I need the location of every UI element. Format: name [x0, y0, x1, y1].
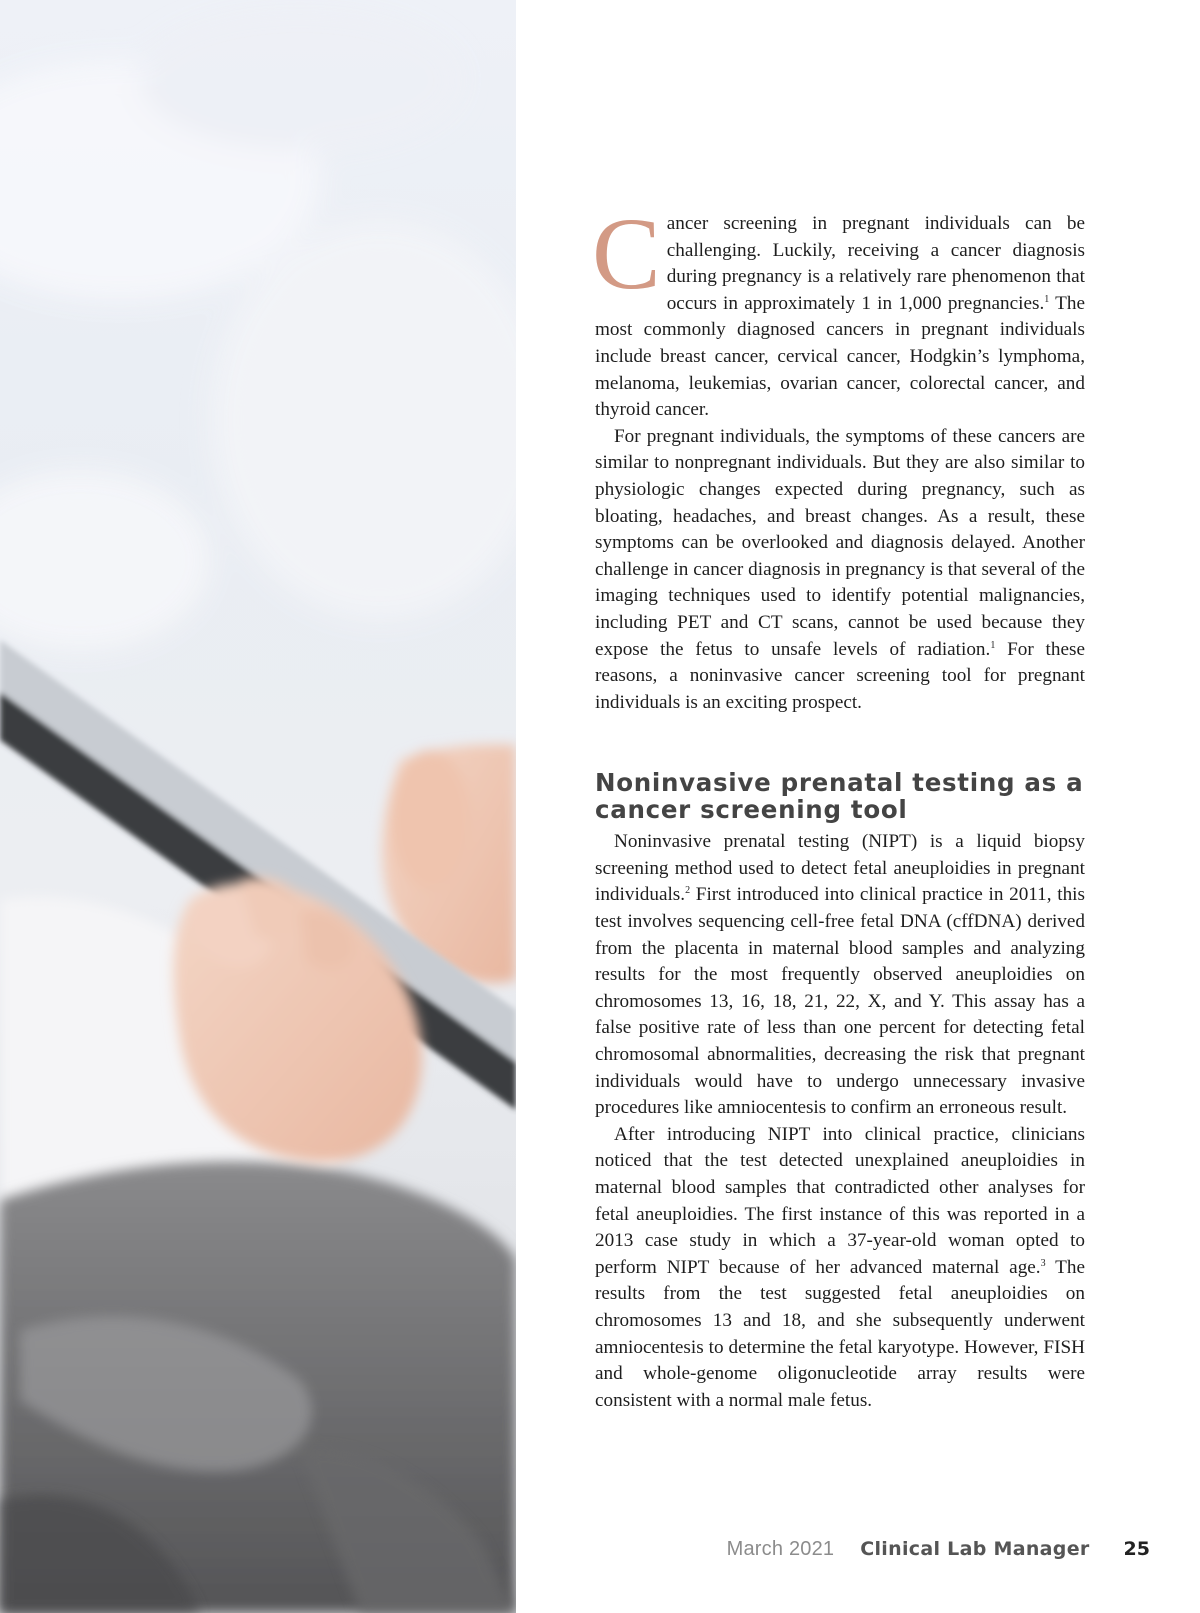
intro-paragraph	[592, 197, 1085, 424]
reference-marker: 3	[1040, 1257, 1046, 1269]
reference-marker: 2	[685, 885, 691, 897]
body-paragraph	[595, 424, 1085, 717]
paragraph-text: The results from the test suggested fetal aneuploidies on chromosomes 13 and 18, and she subsequently underwent amniocentesis to determine the fetal karyotype. However, FISH and whole-genome oligonucleotide array results were consistent with a normal male fetus.	[595, 1256, 1085, 1411]
reference-marker: 1	[1044, 293, 1050, 305]
article-body	[592, 197, 1085, 1414]
paragraph-text: The most commonly diagnosed cancers in pregnant individuals include breast cancer, cervical cancer, Hodgkin’s lymphoma, melanoma, leukemias, ovarian cancer, colorectal cancer, and thyroid cancer.	[595, 292, 1085, 421]
paragraph-text: After introducing NIPT into clinical practice, clinicians noticed that the test detected unexplained aneuploidies in maternal blood samples that contradicted other analyses for fetal aneuploidies. The first instance of this was reported in a 2013 case study in which a 37-year-old woman opted to perform NIPT because of her advanced maternal age.	[595, 1123, 1085, 1278]
article-photo	[0, 0, 516, 1613]
paragraph-text: ancer screening in pregnant individuals can be challenging. Luckily, receiving a cancer diagnosis during pregnancy is a relatively rare phenomenon that occurs in approximately 1 in 1,000 pregnancies.	[666, 213, 1085, 314]
paragraph-text: Noninvasive prenatal testing (NIPT) is a liquid biopsy screening method used to detect fetal aneuploidies in pregnant individuals.	[595, 831, 1085, 906]
photo-illustration	[0, 0, 516, 1613]
issue-date: March 2021	[726, 1538, 835, 1560]
section-heading: Noninvasive prenatal testing as a cancer screening tool	[595, 768, 1084, 825]
reference-marker: 1	[990, 639, 996, 651]
page-footer	[727, 1538, 1150, 1568]
paragraph-text: First introduced into clinical practice in 2011, this test involves sequencing cell-free fetal DNA (cffDNA) derived from the placenta in maternal blood samples and analyzing results for the most frequently observed aneuploidies on chromosomes 13, 16, 18, 21, 22, X, and Y. This assay has a false positive rate of less than one percent for detecting fetal chromosomal abnormalities, decreasing the risk that pregnant individuals would have to undergo unnecessary invasive procedures like amniocentesis to confirm an erroneous result.	[595, 884, 1085, 1119]
paragraph-text: For pregnant individuals, the symptoms of these cancers are similar to nonpregnant individuals. But they are also similar to physiologic changes expected during pregnancy, such as bloating, headaches, and breast changes. As a result, these symptoms can be overlooked and diagnosis delayed. Another challenge in cancer diagnosis in pregnancy is that several of the imaging techniques used to identify potential malignancies, including PET and CT scans, cannot be used because they expose the fetus to unsafe levels of radiation.	[595, 425, 1085, 660]
drop-cap: C	[592, 197, 661, 311]
body-paragraph	[595, 829, 1085, 1122]
magazine-name: Clinical Lab Manager	[860, 1538, 1090, 1560]
paragraph-text: For these reasons, a noninvasive cancer screening tool for pregnant individuals is an exciting prospect.	[595, 638, 1085, 713]
page-number: 25	[1123, 1538, 1150, 1560]
body-paragraph	[595, 1122, 1085, 1415]
